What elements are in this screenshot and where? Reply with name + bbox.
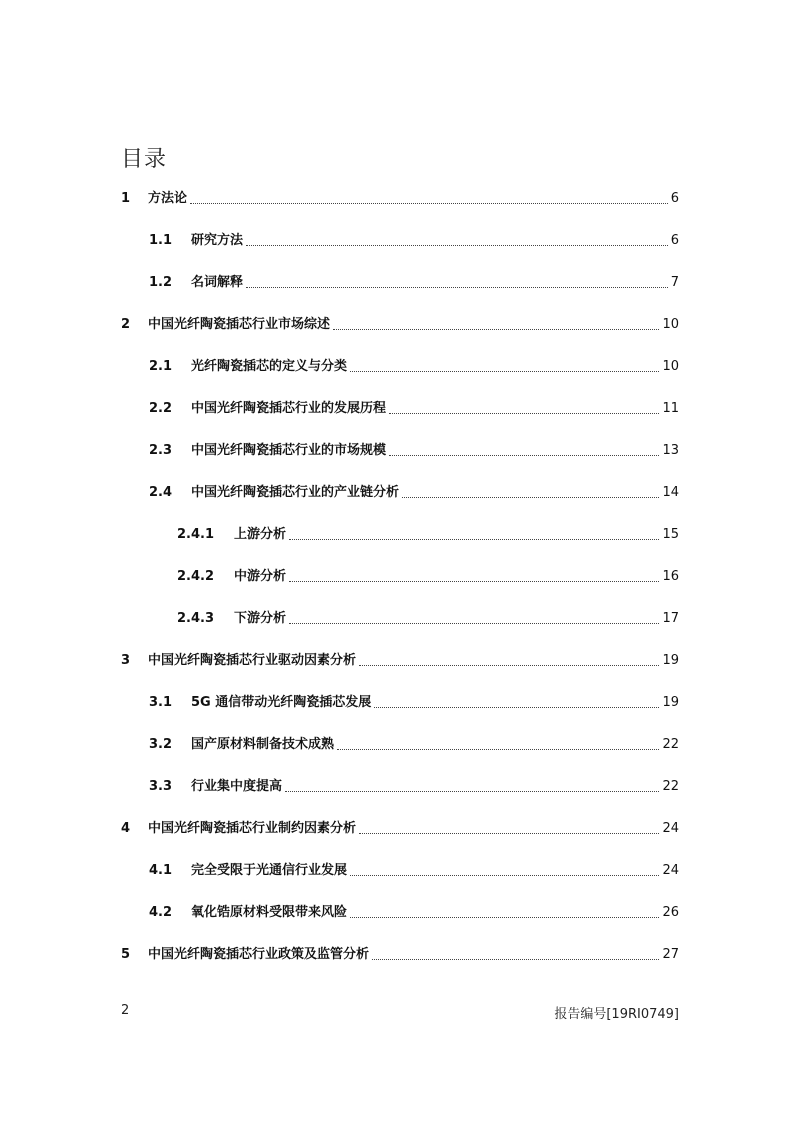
toc-dot-leader xyxy=(337,748,659,750)
toc-entry[interactable] xyxy=(121,478,679,502)
toc-entry-title: 研究方法 xyxy=(191,233,244,248)
toc-entry-title: 氧化锆原材料受限带来风险 xyxy=(191,905,348,920)
toc-dot-leader xyxy=(246,286,668,288)
toc-entry[interactable] xyxy=(121,520,679,544)
toc-entry-page: 14 xyxy=(662,485,679,500)
toc-entry-page: 19 xyxy=(662,653,679,668)
toc-entry-page: 10 xyxy=(662,317,679,332)
toc-entry[interactable] xyxy=(121,898,679,922)
toc-entry-title: 中国光纤陶瓷插芯行业制约因素分析 xyxy=(148,821,357,836)
toc-entry-page: 27 xyxy=(662,947,679,962)
toc-entry-title: 中国光纤陶瓷插芯行业的产业链分析 xyxy=(191,485,400,500)
toc-entry[interactable] xyxy=(121,814,679,838)
toc-dot-leader xyxy=(350,916,659,918)
toc-entry-title: 中国光纤陶瓷插芯行业驱动因素分析 xyxy=(148,653,357,668)
toc-entry-title: 方法论 xyxy=(148,191,188,206)
toc-entry-title: 中国光纤陶瓷插芯行业的发展历程 xyxy=(191,401,387,416)
toc-entry-title: 国产原材料制备技术成熟 xyxy=(191,737,335,752)
toc-entry[interactable] xyxy=(121,352,679,376)
toc-entry-page: 16 xyxy=(662,569,679,584)
toc-entry-number: 2.4.1 xyxy=(177,527,215,542)
toc-dot-leader xyxy=(190,202,668,204)
toc-entry-title: 下游分析 xyxy=(234,611,287,626)
toc-entry-title: 名词解释 xyxy=(191,275,244,290)
toc-entry[interactable] xyxy=(121,604,679,628)
toc-entry-title: 行业集中度提高 xyxy=(191,779,283,794)
toc-entry-page: 6 xyxy=(670,233,679,248)
toc-entry-page: 24 xyxy=(662,821,679,836)
toc-entry[interactable] xyxy=(121,394,679,418)
toc-dot-leader xyxy=(372,958,659,960)
toc-entry[interactable] xyxy=(121,310,679,334)
toc-entry-number: 2 xyxy=(121,317,131,332)
toc-entry-number: 2.4 xyxy=(149,485,173,500)
toc-entry-number: 4.1 xyxy=(149,863,173,878)
toc-entry-title: 5G 通信带动光纤陶瓷插芯发展 xyxy=(191,695,372,710)
toc-entry-page: 24 xyxy=(662,863,679,878)
toc-entry-title: 光纤陶瓷插芯的定义与分类 xyxy=(191,359,348,374)
toc-entry-number: 4 xyxy=(121,821,131,836)
toc-entry-page: 22 xyxy=(662,737,679,752)
toc-entry-page: 17 xyxy=(662,611,679,626)
toc-entry-number: 2.2 xyxy=(149,401,173,416)
toc-dot-leader xyxy=(359,664,659,666)
toc-entry[interactable] xyxy=(121,730,679,754)
toc-dot-leader xyxy=(374,706,659,708)
toc-entry-page: 26 xyxy=(662,905,679,920)
toc-entry-page: 19 xyxy=(662,695,679,710)
toc-entry-page: 7 xyxy=(670,275,679,290)
toc-entry-title: 完全受限于光通信行业发展 xyxy=(191,863,348,878)
toc-entry[interactable] xyxy=(121,184,679,208)
toc-entry-title: 中国光纤陶瓷插芯行业的市场规模 xyxy=(191,443,387,458)
footer-report-id: 报告编号[19RI0749] xyxy=(554,1007,679,1022)
toc-entry-page: 10 xyxy=(662,359,679,374)
toc-entry[interactable] xyxy=(121,646,679,670)
toc-entry-number: 2.1 xyxy=(149,359,173,374)
toc-entry-title: 中国光纤陶瓷插芯行业市场综述 xyxy=(148,317,331,332)
toc-entry-number: 2.4.3 xyxy=(177,611,215,626)
toc-entry[interactable] xyxy=(121,940,679,964)
toc-entry-page: 6 xyxy=(670,191,679,206)
toc-entry-number: 3.2 xyxy=(149,737,173,752)
toc-dot-leader xyxy=(389,454,659,456)
toc-dot-leader xyxy=(350,370,659,372)
toc-entry-page: 15 xyxy=(662,527,679,542)
toc-dot-leader xyxy=(285,790,659,792)
toc-dot-leader xyxy=(359,832,659,834)
footer-page-number: 2 xyxy=(121,1003,130,1018)
toc-entry-number: 2.3 xyxy=(149,443,173,458)
toc-entry-title: 中国光纤陶瓷插芯行业政策及监管分析 xyxy=(148,947,370,962)
toc-entry-number: 5 xyxy=(121,947,131,962)
toc-entry-number: 3.3 xyxy=(149,779,173,794)
toc-entry-number: 1.1 xyxy=(149,233,173,248)
toc-dot-leader xyxy=(389,412,659,414)
toc-entry-page: 11 xyxy=(662,401,679,416)
toc-entry[interactable] xyxy=(121,856,679,880)
toc-entry-number: 2.4.2 xyxy=(177,569,215,584)
toc-entry-title: 上游分析 xyxy=(234,527,287,542)
toc-dot-leader xyxy=(246,244,668,246)
toc-entry[interactable] xyxy=(121,562,679,586)
toc-entry[interactable] xyxy=(121,772,679,796)
toc-entry[interactable] xyxy=(121,268,679,292)
toc-entry-page: 13 xyxy=(662,443,679,458)
toc-entry-number: 4.2 xyxy=(149,905,173,920)
toc-entry-title: 中游分析 xyxy=(234,569,287,584)
toc-entry-number: 3.1 xyxy=(149,695,173,710)
toc-dot-leader xyxy=(289,622,659,624)
toc-entry-number: 1.2 xyxy=(149,275,173,290)
toc-entry-number: 3 xyxy=(121,653,131,668)
toc-entry-number: 1 xyxy=(121,191,131,206)
toc-dot-leader xyxy=(289,580,659,582)
toc-entry[interactable] xyxy=(121,226,679,250)
toc-dot-leader xyxy=(333,328,659,330)
toc-dot-leader xyxy=(350,874,659,876)
toc-dot-leader xyxy=(402,496,659,498)
toc-dot-leader xyxy=(289,538,659,540)
toc-entry-page: 22 xyxy=(662,779,679,794)
page-title: 目录 xyxy=(121,147,168,172)
toc-entry[interactable] xyxy=(121,688,679,712)
toc-entry[interactable] xyxy=(121,436,679,460)
